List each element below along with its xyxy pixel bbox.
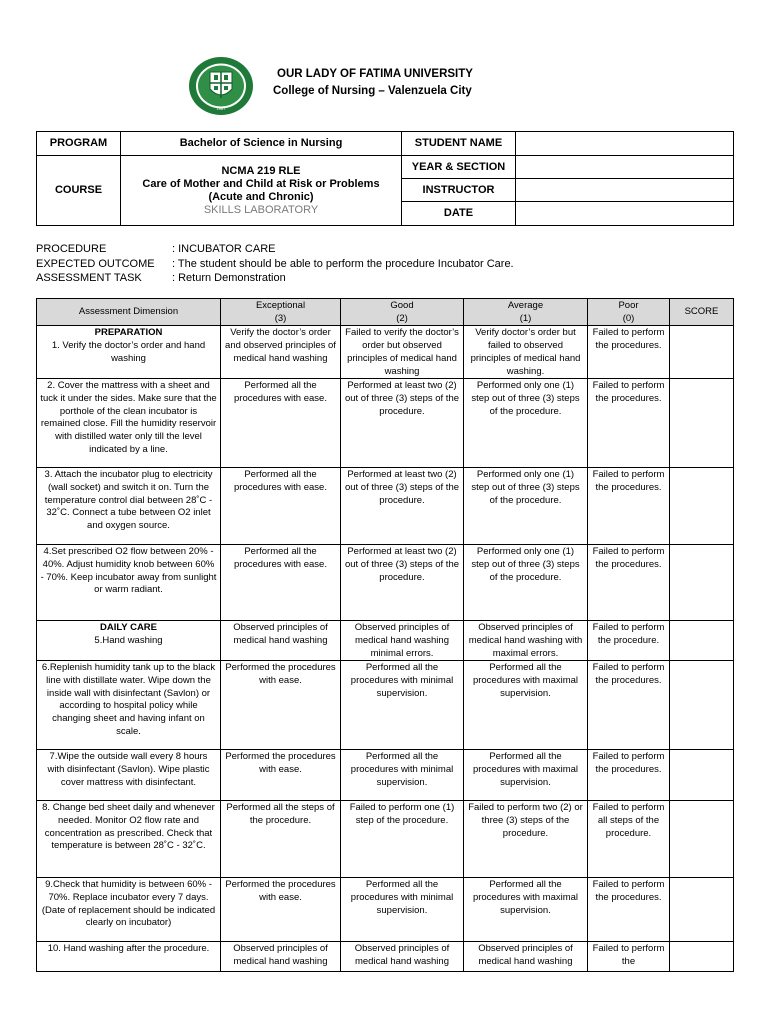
course-title-sub: (Acute and Chronic) bbox=[208, 190, 314, 203]
score-cell[interactable] bbox=[670, 326, 734, 379]
university-name: OUR LADY OF FATIMA UNIVERSITY bbox=[277, 68, 473, 80]
dimension-cell: 6.Replenish humidity tank up to the black line with distillate water. Wipe down the inside wall with disinfectant (Savlon) or according to hospital policy while changing sheet and having infant on scale. bbox=[37, 661, 221, 750]
expected-outcome-value: : The student should be able to perform the procedure Incubator Care. bbox=[172, 257, 514, 270]
average-cell: Observed principles of medical hand washing bbox=[464, 942, 588, 972]
dimension-cell: 7.Wipe the outside wall every 8 hours with disinfectant (Savlon). Wipe plastic cover mattress with disinfectant. bbox=[37, 750, 221, 801]
rubric-row bbox=[37, 379, 734, 468]
exceptional-cell: Performed the procedures with ease. bbox=[221, 750, 341, 801]
rubric-row bbox=[37, 801, 734, 878]
score-cell[interactable] bbox=[670, 621, 734, 661]
poor-cell: Failed to perform the procedures. bbox=[588, 326, 670, 379]
exceptional-cell: Performed the procedures with ease. bbox=[221, 661, 341, 750]
good-cell: Performed at least two (2) out of three (3) steps of the procedure. bbox=[341, 545, 464, 621]
score-cell[interactable] bbox=[670, 750, 734, 801]
course-code: NCMA 219 RLE bbox=[221, 164, 301, 177]
course-label: COURSE bbox=[37, 156, 121, 226]
poor-cell: Failed to perform the procedure. bbox=[588, 621, 670, 661]
good-cell: Performed all the procedures with minimal supervision. bbox=[341, 661, 464, 750]
rubric-row bbox=[37, 545, 734, 621]
instructor-label: INSTRUCTOR bbox=[402, 179, 516, 202]
student-name-label: STUDENT NAME bbox=[402, 132, 516, 156]
procedure-value: : INCUBATOR CARE bbox=[172, 243, 276, 255]
dimension-cell: 10. Hand washing after the procedure. bbox=[37, 942, 221, 972]
year-section-field[interactable] bbox=[516, 156, 734, 179]
poor-cell: Failed to perform the procedures. bbox=[588, 379, 670, 468]
poor-cell: Failed to perform the bbox=[588, 942, 670, 972]
exceptional-cell: Performed all the steps of the procedure. bbox=[221, 801, 341, 878]
rubric-row bbox=[37, 621, 734, 661]
course-title: Care of Mother and Child at Risk or Problems bbox=[142, 177, 380, 190]
average-cell: Performed only one (1) step out of three (3) steps of the procedure. bbox=[464, 379, 588, 468]
header-exceptional: Exceptional (3) bbox=[221, 299, 341, 326]
poor-cell: Failed to perform the procedures. bbox=[588, 750, 670, 801]
instructor-field[interactable] bbox=[516, 179, 734, 202]
program-label: PROGRAM bbox=[37, 132, 121, 156]
poor-cell: Failed to perform the procedures. bbox=[588, 468, 670, 545]
average-cell: Performed all the procedures with maximal supervision. bbox=[464, 878, 588, 942]
score-cell[interactable] bbox=[670, 878, 734, 942]
good-cell: Failed to verify the doctor’s order but observed principles of medical hand washing bbox=[341, 326, 464, 379]
average-cell: Performed all the procedures with maximal supervision. bbox=[464, 750, 588, 801]
exceptional-cell: Performed all the procedures with ease. bbox=[221, 379, 341, 468]
average-cell: Performed only one (1) step out of three (3) steps of the procedure. bbox=[464, 545, 588, 621]
exceptional-cell: Observed principles of medical hand washing bbox=[221, 942, 341, 972]
score-cell[interactable] bbox=[670, 545, 734, 621]
university-seal-logo bbox=[188, 56, 254, 116]
header-score: SCORE bbox=[670, 299, 734, 326]
assessment-task-row bbox=[36, 271, 514, 286]
section-title-daily-care: DAILY CARE bbox=[99, 622, 157, 634]
score-cell[interactable] bbox=[670, 379, 734, 468]
average-cell: Observed principles of medical hand washing with maximal errors. bbox=[464, 621, 588, 661]
dimension-cell: 2. Cover the mattress with a sheet and tuck it under the sides. Make sure that the porthole of the clean incubator is remained close. Fill the humidity reservoir with distilled water only till the level indicated by a line. bbox=[37, 379, 221, 468]
procedure-label: PROCEDURE bbox=[36, 243, 107, 255]
header-assessment-dimension: Assessment Dimension bbox=[37, 299, 221, 326]
procedure-block bbox=[36, 242, 514, 286]
rubric-row bbox=[37, 878, 734, 942]
score-cell[interactable] bbox=[670, 942, 734, 972]
expected-outcome-label: EXPECTED OUTCOME bbox=[36, 257, 155, 270]
exceptional-cell: Performed all the procedures with ease. bbox=[221, 468, 341, 545]
good-cell: Failed to perform one (1) step of the procedure. bbox=[341, 801, 464, 878]
rubric-table bbox=[36, 298, 734, 972]
score-cell[interactable] bbox=[670, 801, 734, 878]
rubric-row bbox=[37, 942, 734, 972]
rubric-row bbox=[37, 750, 734, 801]
good-cell: Performed at least two (2) out of three (3) steps of the procedure. bbox=[341, 379, 464, 468]
average-cell: Performed only one (1) step out of three (3) steps of the procedure. bbox=[464, 468, 588, 545]
poor-cell: Failed to perform all steps of the procedure. bbox=[588, 801, 670, 878]
rubric-row bbox=[37, 661, 734, 750]
dimension-cell: 4.Set prescribed O2 flow between 20% - 40%. Adjust humidity knob between 60% - 70%. Keep incubator away from sunlight or warm radiant. bbox=[37, 545, 221, 621]
date-field[interactable] bbox=[516, 202, 734, 226]
section-title-preparation: PREPARATION bbox=[94, 327, 163, 339]
good-cell: Performed all the procedures with minimal supervision. bbox=[341, 878, 464, 942]
exceptional-cell: Verify the doctor’s order and observed principles of medical hand washing bbox=[221, 326, 341, 379]
assessment-task-label: ASSESSMENT TASK bbox=[36, 272, 142, 284]
average-cell: Failed to perform two (2) or three (3) steps of the procedure. bbox=[464, 801, 588, 878]
procedure-row bbox=[36, 242, 514, 257]
header-poor: Poor (0) bbox=[588, 299, 670, 326]
logo-year: 1967 bbox=[216, 106, 226, 111]
exceptional-cell: Performed all the procedures with ease. bbox=[221, 545, 341, 621]
student-name-field[interactable] bbox=[516, 132, 734, 156]
rubric-row bbox=[37, 468, 734, 545]
dimension-cell: 8. Change bed sheet daily and whenever needed. Monitor O2 flow rate and concentration as prescribed. Check that temperature is between 28˚C - 32˚C. bbox=[37, 801, 221, 878]
course-info-table bbox=[36, 131, 734, 226]
score-cell[interactable] bbox=[670, 661, 734, 750]
header-average: Average (1) bbox=[464, 299, 588, 326]
program-value: Bachelor of Science in Nursing bbox=[121, 132, 402, 156]
course-value bbox=[121, 156, 402, 226]
year-section-label: YEAR & SECTION bbox=[402, 156, 516, 179]
poor-cell: Failed to perform the procedures. bbox=[588, 545, 670, 621]
exceptional-cell: Performed the procedures with ease. bbox=[221, 878, 341, 942]
dimension-cell: 9.Check that humidity is between 60% - 70%. Replace incubator every 7 days. (Date of replacement should be indicated clearly on incubator) bbox=[37, 878, 221, 942]
dimension-cell: PREPARATION 1. Verify the doctor’s order and hand washing bbox=[37, 326, 221, 379]
score-cell[interactable] bbox=[670, 468, 734, 545]
good-cell: Performed at least two (2) out of three (3) steps of the procedure. bbox=[341, 468, 464, 545]
assessment-task-value: : Return Demonstration bbox=[172, 272, 286, 284]
average-cell: Performed all the procedures with maximal supervision. bbox=[464, 661, 588, 750]
good-cell: Performed all the procedures with minimal supervision. bbox=[341, 750, 464, 801]
header-good: Good (2) bbox=[341, 299, 464, 326]
rubric-row bbox=[37, 326, 734, 379]
good-cell: Observed principles of medical hand washing minimal errors. bbox=[341, 621, 464, 661]
poor-cell: Failed to perform the procedures. bbox=[588, 661, 670, 750]
rubric-header-row bbox=[37, 299, 734, 326]
average-cell: Verify doctor’s order but failed to observed principles of medical hand washing. bbox=[464, 326, 588, 379]
poor-cell: Failed to perform the procedures. bbox=[588, 878, 670, 942]
expected-outcome-row bbox=[36, 257, 514, 272]
date-label: DATE bbox=[402, 202, 516, 226]
exceptional-cell: Observed principles of medical hand washing bbox=[221, 621, 341, 661]
college-name: College of Nursing – Valenzuela City bbox=[273, 85, 472, 97]
dimension-cell: DAILY CARE 5.Hand washing bbox=[37, 621, 221, 661]
dimension-cell: 3. Attach the incubator plug to electricity (wall socket) and switch it on. Turn the temperature control dial between 28˚C - 32˚C. Connect a tube between O2 inlet and oxygen source. bbox=[37, 468, 221, 545]
good-cell: Observed principles of medical hand washing bbox=[341, 942, 464, 972]
skills-laboratory-label: SKILLS LABORATORY bbox=[203, 203, 319, 216]
